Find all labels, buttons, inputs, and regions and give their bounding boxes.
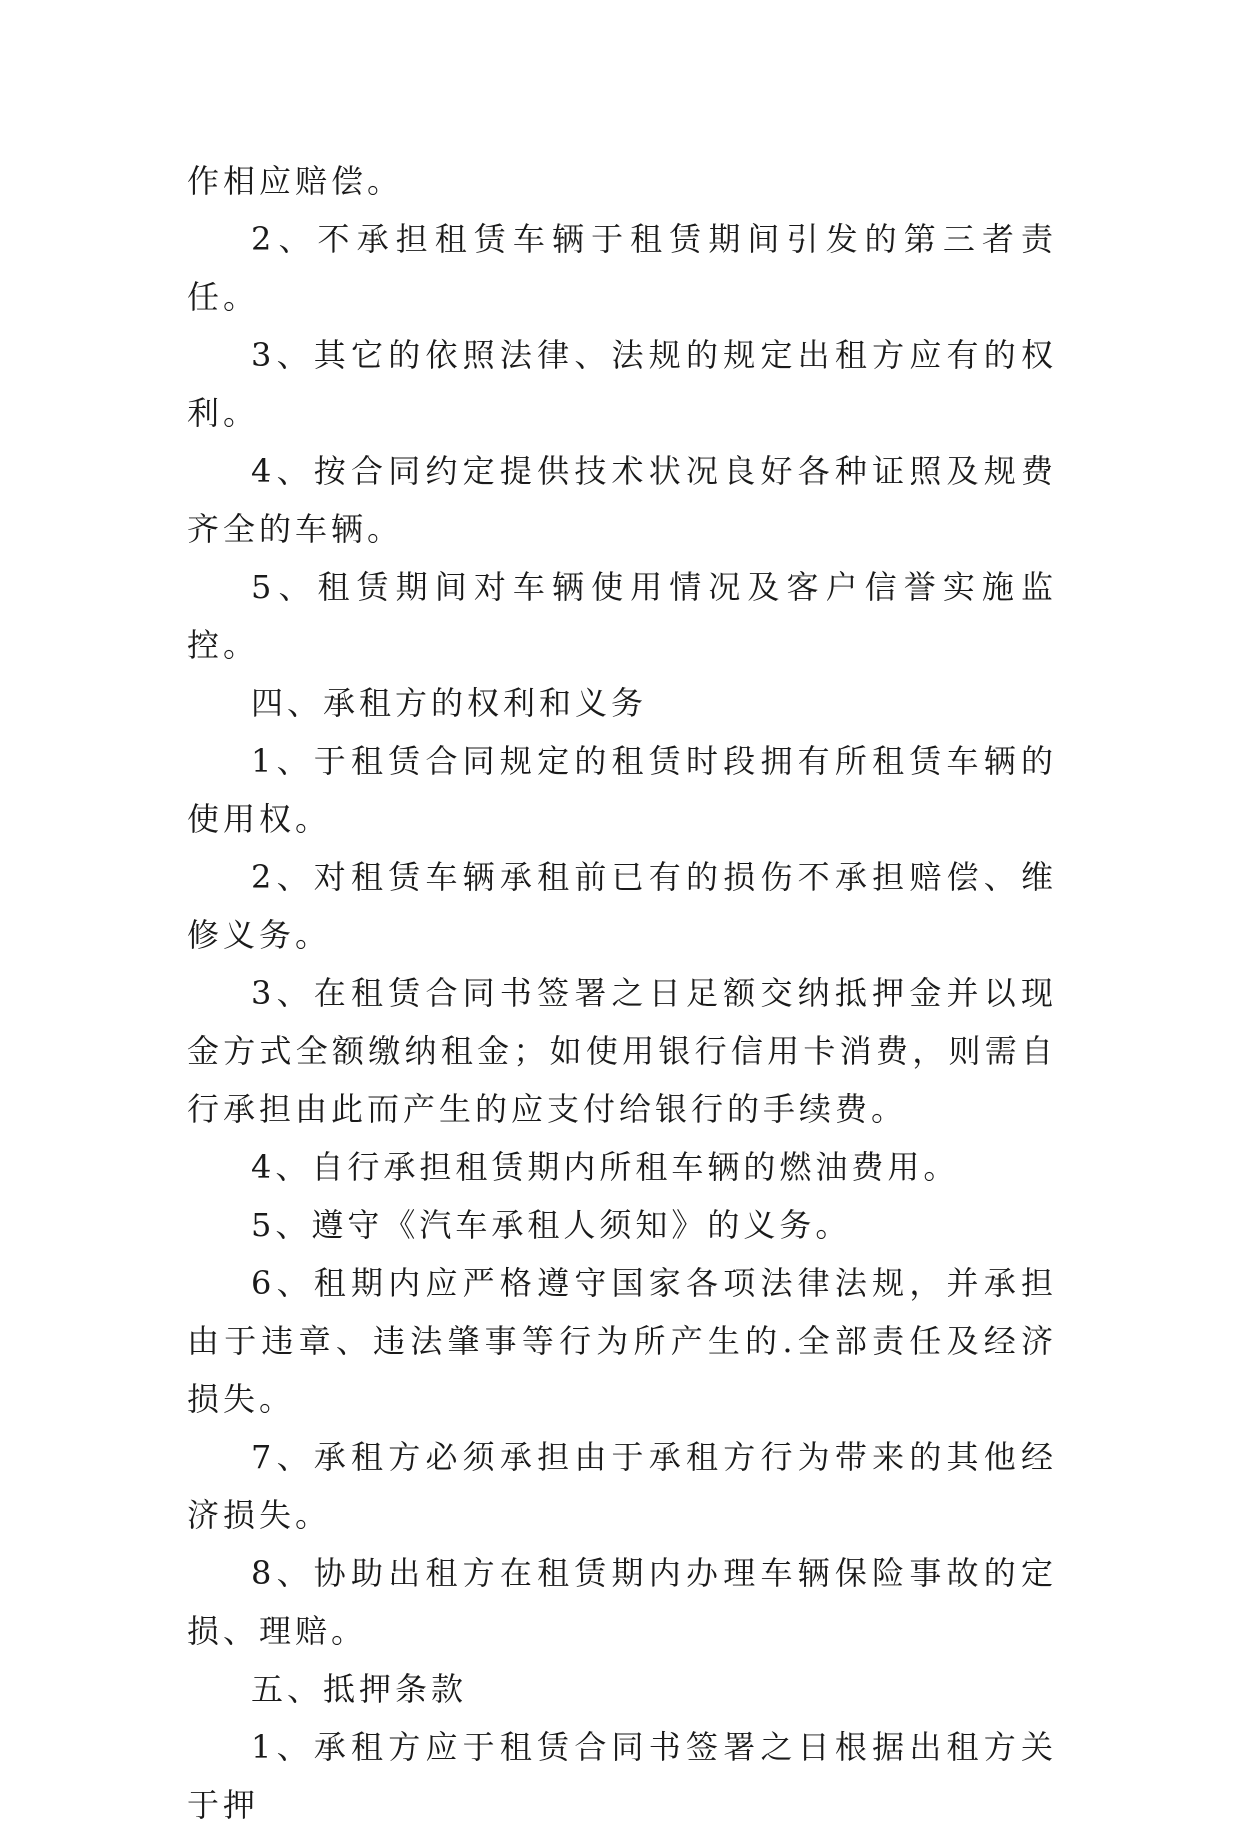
document-body bbox=[187, 152, 1057, 1834]
paragraph: 2、不承担租赁车辆于租赁期间引发的第三者责任。 bbox=[187, 220, 1057, 316]
paragraph: 6、租期内应严格遵守国家各项法律法规，并承担由于违章、违法肇事等行为所产生的.全部责任及经济损失。 bbox=[187, 1264, 1057, 1418]
paragraph: 7、承租方必须承担由于承租方行为带来的其他经济损失。 bbox=[187, 1438, 1057, 1534]
paragraph: 1、承租方应于租赁合同书签署之日根据出租方关于押 bbox=[187, 1728, 1057, 1824]
paragraph: 5、遵守《汽车承租人须知》的义务。 bbox=[251, 1206, 852, 1244]
paragraph: 3、在租赁合同书签署之日足额交纳抵押金并以现金方式全额缴纳租金；如使用银行信用卡消费，则需自行承担由此而产生的应支付给银行的手续费。 bbox=[187, 974, 1057, 1128]
paragraph: 5、租赁期间对车辆使用情况及客户信誉实施监控。 bbox=[187, 568, 1057, 664]
paragraph: 4、按合同约定提供技术状况良好各种证照及规费齐全的车辆。 bbox=[187, 452, 1057, 548]
paragraph: 3、其它的依照法律、法规的规定出租方应有的权利。 bbox=[187, 336, 1057, 432]
paragraph: 2、对租赁车辆承租前已有的损伤不承担赔偿、维修义务。 bbox=[187, 858, 1057, 954]
paragraph: 1、于租赁合同规定的租赁时段拥有所租赁车辆的使用权。 bbox=[187, 742, 1057, 838]
paragraph: 4、自行承担租赁期内所租车辆的燃油费用。 bbox=[251, 1148, 960, 1186]
paragraph: 作相应赔偿。 bbox=[187, 162, 404, 200]
paragraph: 8、协助出租方在租赁期内办理车辆保险事故的定损、理赔。 bbox=[187, 1554, 1057, 1650]
paragraph: 四、承租方的权利和义务 bbox=[251, 684, 648, 722]
paragraph: 五、抵押条款 bbox=[251, 1670, 468, 1708]
